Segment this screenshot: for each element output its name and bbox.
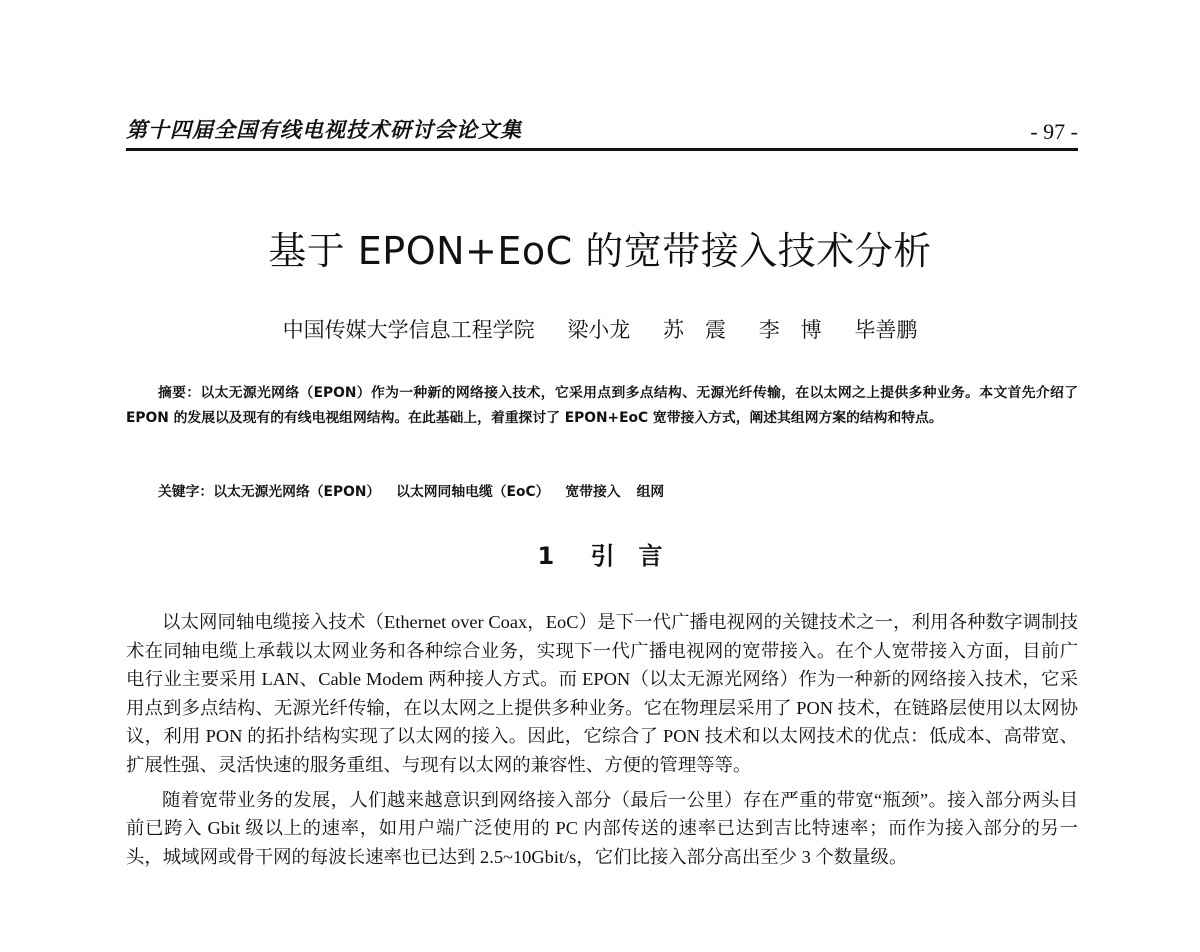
- keyword-item: 宽带接入: [565, 484, 621, 500]
- page-number: - 97 -: [1030, 119, 1078, 144]
- running-header: [126, 114, 1078, 151]
- keyword-item: 组网: [636, 484, 665, 500]
- paragraph: 以太网同轴电缆接入技术（Ethernet over Coax，EoC）是下一代广播电视网的关键技术之一，利用各种数字调制技术在同轴电缆上承载以太网业务和各种综合业务，实现下一代广播电视网的宽带接入。在个人宽带接入方面，目前广电行业主要采用 LAN、Cable Modem 两种接人方式。而 EPON（以太无源光网络）作为一种新的网络接入技术，它采用点到多点结构、无源光纤传输，在以太网之上提供多种业务。它在物理层采用了 PON 技术，在链路层使用以太网协议，利用 PON 的拓扑结构实现了以太网的接入。因此，它综合了 PON 技术和以太网技术的优点：低成本、高带宽、扩展性强、灵活快速的服务重组、与现有以太网的兼容性、方便的管理等等。: [126, 612, 1078, 775]
- section-title: 引 言: [590, 542, 663, 570]
- keywords-label: 关键字：: [158, 484, 214, 500]
- author-name: 梁小龙: [567, 318, 631, 342]
- keyword-item: 以太网同轴电缆（EoC）: [396, 484, 550, 500]
- section-number: 1: [537, 542, 555, 570]
- abstract-text: 摘要：以太无源光网络（EPON）作为一种新的网络接入技术，它采用点到多点结构、无源光纤传输，在以太网之上提供多种业务。本文首先介绍了 EPON 的发展以及现有的有线电视组网结构。在此基础上，着重探讨了 EPON+EoC 宽带接入方式，阐述其组网方案的结构和特点。: [126, 385, 1078, 426]
- author-name: 毕善鹏: [854, 318, 918, 342]
- body-text: [126, 608, 1078, 877]
- paragraph: 随着宽带业务的发展，人们越来越意识到网络接入部分（最后一公里）存在严重的带宽“瓶颈”。接入部分两头目前已跨入 Gbit 级以上的速率，如用户端广泛使用的 PC 内部传送的速率已达到吉比特速率；而作为接入部分的另一头，城域网或骨干网的每波长速率也已达到 2.5~10Gbit/s，它们比接入部分高出至少 3 个数量级。: [126, 789, 1078, 867]
- paper-title: 基于 EPON+EoC 的宽带接入技术分析: [268, 229, 932, 273]
- author-name: 苏 震: [663, 318, 726, 342]
- abstract: [126, 381, 1078, 430]
- section-heading: [0, 536, 1200, 571]
- proceedings-title: 第十四届全国有线电视技术研讨会论文集: [126, 117, 522, 142]
- keyword-item: 以太无源光网络（EPON）: [213, 484, 381, 500]
- author-name: 李 博: [758, 318, 822, 342]
- affiliation: 中国传媒大学信息工程学院: [282, 318, 535, 342]
- keywords: [158, 480, 1058, 500]
- author-line: [0, 314, 1200, 344]
